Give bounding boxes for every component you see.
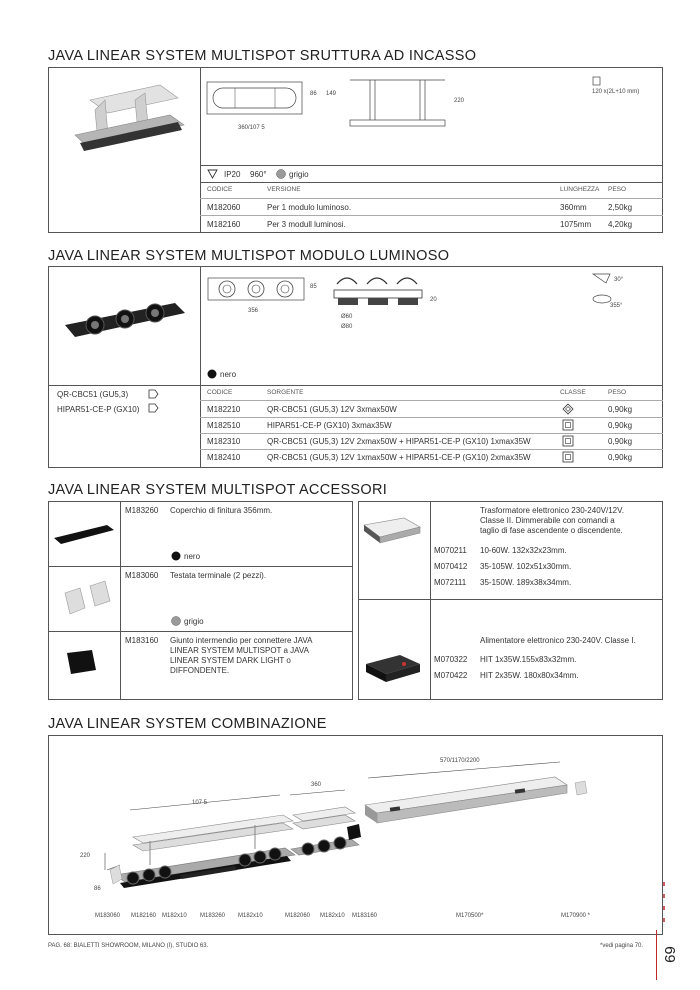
accessory-image-joint [62,648,102,678]
combo-label: M182x10 [238,913,263,919]
th-class: CLASSE [560,389,586,396]
dim-tilt: 30° [614,277,624,283]
drawing-module-top [207,276,307,304]
table-row-weight: 2,50kg [608,203,633,212]
drawing-module-side [332,272,427,312]
spec-ip: IP20 [224,170,241,179]
accessory-desc: LINEAR SYSTEM MULTISPOT a JAVA [170,646,309,655]
color-swatch-grigio [171,616,181,626]
table-row-source: QR-CBC51 (GU5,3) 12V 1xmax50W + HIPAR51-CE-P (GX10) 2xmax35W [267,453,531,462]
accessory-desc: HIT 1x35W.155x83x32mm. [480,655,577,664]
accessory-code: M070211 [434,546,467,555]
lamp-icon [148,403,160,413]
lamp-icon [148,389,160,399]
ballast-image [362,650,424,685]
drawing-side-view [345,75,450,130]
section-title-modulo: JAVA LINEAR SYSTEM MULTISPOT MODULO LUMINOSO [48,248,450,264]
color-swatch-grigio [276,169,286,179]
combo-label: M182060 [285,913,311,919]
accessory-color: nero [184,552,201,561]
accessory-code: M183260 [125,506,159,515]
class-iii-icon [562,451,574,463]
table-row-code: M182310 [207,437,241,446]
dim-80: Ø80 [341,324,353,330]
table-row-source: HIPAR51-CE-P (GX10) 3xmax35W [267,421,392,430]
color-swatch-nero [171,551,181,561]
accessory-desc: DIFFONDENTE. [170,666,230,675]
accessory-image-endcap [60,578,115,618]
accessory-desc: HIT 2x35W. 180x80x34mm. [480,671,579,680]
combo-label: M170500* [456,913,484,919]
th-code: CODICE [207,186,233,193]
dim-356: 356 [248,308,259,314]
transformer-desc: Trasformatore elettronico 230-240V/12V. [480,506,624,515]
transformer-image [362,515,424,545]
accessory-desc: Testata terminale (2 pezzi). [170,571,267,580]
accessory-image-cover [52,520,117,550]
spec-color-nero: nero [220,370,237,379]
table-row-code: M182210 [207,405,241,414]
table-row-weight: 0,90kg [608,421,633,430]
table-row-length: 360mm [560,203,587,212]
source-label-qr: QR-CBC51 (GU5,3) [57,390,129,399]
dim-20: 20 [430,297,437,303]
footer-credit: PAG. 68: BIALETTI SHOWROOM, MILANO (I), STUDIO 63. [48,943,209,949]
th-version: VERSIONE [267,186,301,193]
table-row-weight: 4,20kg [608,220,633,229]
color-swatch-nero [207,369,217,379]
combo-label: M183060 [95,913,121,919]
table-row-weight: 0,90kg [608,437,633,446]
dim-60: Ø60 [341,314,353,320]
dim-220: 220 [454,98,465,104]
combo-label: M182x10 [162,913,187,919]
accessory-desc: 35-150W. 189x38x34mm. [480,578,572,587]
table-row-code: M182060 [207,203,241,212]
th-weight: PESO [608,186,627,193]
product-image-module [60,295,190,350]
source-label-hipar: HIPAR51-CE-P (GX10) [57,405,140,414]
combo-label: M183260 [200,913,226,919]
spec-degrees: 960° [250,170,267,179]
ip-rating-icon [207,169,219,179]
transformer-desc: taglio di fase ascendente o discendente. [480,526,623,535]
th-code: CODICE [207,389,233,396]
table-row-source: QR-CBC51 (GU5,3) 12V 3xmax50W [267,405,397,414]
dim-86: 86 [310,91,317,97]
table-row-weight: 0,90kg [608,405,633,414]
transformer-desc: Classe II. Dimmerabile con comandi a [480,516,615,525]
table-row-version: Per 3 modull luminosi. [267,220,346,229]
combo-label: M170900 * [561,913,591,919]
page-number: 69 [660,946,678,963]
accessory-code: M072111 [434,578,467,587]
accessory-desc: Coperchio di finitura 356mm. [170,506,273,515]
accessory-color: grigio [184,617,204,626]
table-row-code: M182160 [207,220,241,229]
spec-color: grigio [289,170,309,179]
accessory-code: M070412 [434,562,468,571]
drawing-top-view [205,78,305,123]
table-row-code: M182510 [207,421,241,430]
combination-drawing [55,745,655,915]
dim-rotation: 355° [610,303,623,309]
ballast-desc: Alimentatore elettronico 230-240V. Classe I. [480,636,636,645]
table-row-version: Per 1 modulo luminoso. [267,203,352,212]
table-row-source: QR-CBC51 (GU5,3) 12V 2xmax50W + HIPAR51-CE-P (GX10) 1xmax35W [267,437,531,446]
accessory-code: M070322 [434,655,468,664]
tilt-angle-icon [592,273,612,285]
dim-360: 360 [311,782,322,788]
dim-570: 570/1170/2200 [440,758,480,764]
accessory-desc: Giunto intermendio per connettere JAVA [170,636,313,645]
combo-label: M183160 [352,913,378,919]
class-ii-icon [562,403,574,415]
combo-label: M182x10 [320,913,345,919]
th-weight: PESO [608,389,627,396]
table-row-weight: 0,90kg [608,453,633,462]
dim-1075: 107 5 [192,800,208,806]
class-iii-icon [562,419,574,431]
accessory-desc: 35-105W. 102x51x30mm. [480,562,572,571]
dim-149: 149 [326,91,337,97]
section-title-combinazione: JAVA LINEAR SYSTEM COMBINAZIONE [48,716,327,732]
table-row-length: 1075mm [560,220,592,229]
accessory-desc: LINEAR SYSTEM DARK LIGHT o [170,656,291,665]
page-dots [660,880,668,930]
section-title-incasso: JAVA LINEAR SYSTEM MULTISPOT SRUTTURA AD INCASSO [48,48,477,64]
product-image-frame [60,80,190,160]
accessory-desc: 10-60W. 132x32x23mm. [480,546,567,555]
combo-label: M182160 [131,913,157,919]
cutout-icon [592,76,602,86]
dim-220: 220 [80,853,91,859]
dim-85: 85 [310,284,317,290]
class-iii-icon [562,435,574,447]
accessory-code: M183060 [125,571,159,580]
dim-86: 86 [94,886,101,892]
dim-360: 360/107 5 [238,125,265,131]
footer-note: *vedi pagina 70. [600,943,644,949]
th-source: SORGENTE [267,389,304,396]
accessory-code: M183160 [125,636,159,645]
accessory-code: M070422 [434,671,468,680]
section-title-accessori: JAVA LINEAR SYSTEM MULTISPOT ACCESSORI [48,482,388,498]
th-length: LUNGHEZZA [560,186,600,193]
table-row-code: M182410 [207,453,241,462]
dim-cutout: 120 x(2L+10 mm) [592,89,640,95]
